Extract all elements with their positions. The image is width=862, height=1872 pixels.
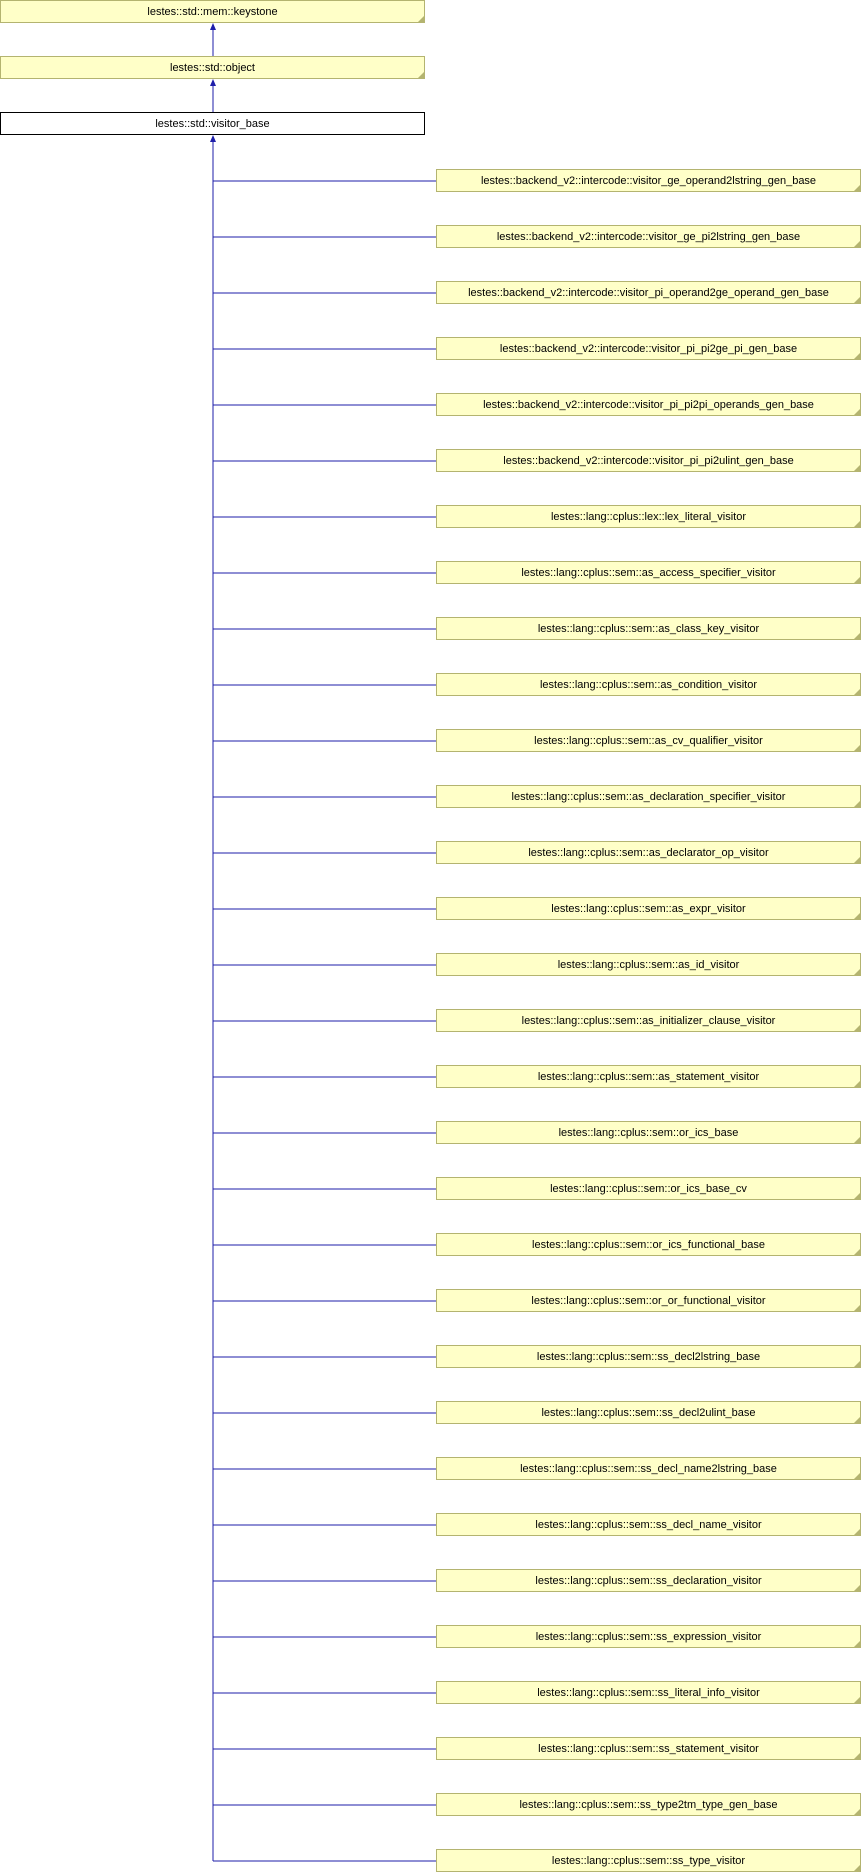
- child-class-node[interactable]: [436, 953, 861, 976]
- node-corner-marker: [854, 689, 860, 695]
- node-label: lestes::std::object: [170, 61, 255, 74]
- child-class-node[interactable]: [436, 393, 861, 416]
- child-class-node[interactable]: [436, 1289, 861, 1312]
- ancestor-node-object[interactable]: [0, 56, 425, 79]
- node-label: lestes::lang::cplus::sem::as_id_visitor: [557, 958, 740, 971]
- node-corner-marker: [854, 1361, 860, 1367]
- node-corner-marker: [418, 16, 424, 22]
- child-class-node[interactable]: [436, 729, 861, 752]
- node-label: lestes::lang::cplus::sem::ss_decl_name_visitor: [535, 1518, 762, 1531]
- node-corner-marker: [854, 745, 860, 751]
- node-label: lestes::lang::cplus::lex::lex_literal_visitor: [550, 510, 747, 523]
- node-label: lestes::lang::cplus::sem::as_statement_visitor: [537, 1070, 760, 1083]
- child-class-node[interactable]: [436, 1009, 861, 1032]
- node-corner-marker: [854, 1809, 860, 1815]
- node-corner-marker: [854, 521, 860, 527]
- child-class-node[interactable]: [436, 225, 861, 248]
- child-class-node[interactable]: [436, 1233, 861, 1256]
- node-label: lestes::lang::cplus::sem::or_or_functional_visitor: [531, 1294, 766, 1307]
- node-label: lestes::lang::cplus::sem::as_cv_qualifier_visitor: [534, 734, 763, 747]
- node-corner-marker: [854, 1753, 860, 1759]
- node-corner-marker: [854, 465, 860, 471]
- child-class-node[interactable]: [436, 561, 861, 584]
- child-class-node[interactable]: [436, 1681, 861, 1704]
- child-class-node[interactable]: [436, 337, 861, 360]
- node-corner-marker: [854, 1417, 860, 1423]
- node-label: lestes::lang::cplus::sem::as_access_specifier_visitor: [521, 566, 776, 579]
- node-label: lestes::backend_v2::intercode::visitor_pi_pi2ge_pi_gen_base: [499, 342, 798, 355]
- node-label: lestes::lang::cplus::sem::ss_decl_name2lstring_base: [520, 1462, 777, 1475]
- node-label: lestes::lang::cplus::sem::ss_decl2lstring_base: [536, 1350, 761, 1363]
- arrowhead-icon: [210, 23, 216, 30]
- child-class-node[interactable]: [436, 785, 861, 808]
- node-corner-marker: [854, 185, 860, 191]
- node-label: lestes::lang::cplus::sem::as_declaration_specifier_visitor: [511, 790, 786, 803]
- child-class-node[interactable]: [436, 1625, 861, 1648]
- node-label: lestes::lang::cplus::sem::or_ics_functional_base: [532, 1238, 765, 1251]
- node-label: lestes::lang::cplus::sem::ss_declaration_visitor: [535, 1574, 762, 1587]
- node-corner-marker: [854, 1081, 860, 1087]
- child-class-node[interactable]: [436, 1401, 861, 1424]
- node-label: lestes::lang::cplus::sem::ss_decl2ulint_base: [541, 1406, 756, 1419]
- child-class-node[interactable]: [436, 841, 861, 864]
- child-class-node[interactable]: [436, 1065, 861, 1088]
- node-label: lestes::lang::cplus::sem::or_ics_base: [558, 1126, 739, 1139]
- node-corner-marker: [854, 353, 860, 359]
- node-corner-marker: [418, 72, 424, 78]
- child-class-node[interactable]: [436, 1457, 861, 1480]
- node-corner-marker: [854, 1585, 860, 1591]
- node-label: lestes::lang::cplus::sem::ss_type_visitor: [551, 1854, 746, 1867]
- node-label: lestes::std::mem::keystone: [147, 5, 278, 18]
- child-class-node[interactable]: [436, 1513, 861, 1536]
- node-label: lestes::lang::cplus::sem::ss_statement_visitor: [538, 1742, 759, 1755]
- node-label: lestes::lang::cplus::sem::as_condition_visitor: [539, 678, 758, 691]
- child-class-node[interactable]: [436, 1793, 861, 1816]
- current-class-node: [0, 112, 425, 135]
- node-label: lestes::backend_v2::intercode::visitor_ge_operand2lstring_gen_base: [480, 174, 817, 187]
- child-class-node[interactable]: [436, 505, 861, 528]
- node-corner-marker: [854, 241, 860, 247]
- node-corner-marker: [854, 1137, 860, 1143]
- node-corner-marker: [854, 297, 860, 303]
- child-class-node[interactable]: [436, 617, 861, 640]
- node-label: lestes::lang::cplus::sem::ss_type2tm_type_gen_base: [519, 1798, 778, 1811]
- node-corner-marker: [854, 857, 860, 863]
- node-label: lestes::lang::cplus::sem::ss_literal_info_visitor: [537, 1686, 760, 1699]
- node-corner-marker: [854, 1697, 860, 1703]
- node-label: lestes::backend_v2::intercode::visitor_pi_operand2ge_operand_gen_base: [468, 286, 829, 299]
- node-corner-marker: [854, 409, 860, 415]
- node-label: lestes::lang::cplus::sem::as_declarator_op_visitor: [528, 846, 769, 859]
- child-class-node[interactable]: [436, 281, 861, 304]
- node-corner-marker: [854, 1529, 860, 1535]
- arrowhead-icon: [210, 135, 216, 142]
- node-label: lestes::lang::cplus::sem::or_ics_base_cv: [550, 1182, 747, 1195]
- node-corner-marker: [854, 1865, 860, 1871]
- arrowhead-icon: [210, 79, 216, 86]
- node-corner-marker: [854, 913, 860, 919]
- ancestor-node-keystone[interactable]: [0, 0, 425, 23]
- node-corner-marker: [854, 801, 860, 807]
- child-class-node[interactable]: [436, 449, 861, 472]
- node-corner-marker: [854, 1025, 860, 1031]
- node-corner-marker: [854, 1641, 860, 1647]
- node-label: lestes::lang::cplus::sem::as_initializer_clause_visitor: [521, 1014, 776, 1027]
- node-label: lestes::std::visitor_base: [155, 117, 270, 130]
- child-class-node[interactable]: [436, 1177, 861, 1200]
- node-corner-marker: [854, 633, 860, 639]
- node-label: lestes::backend_v2::intercode::visitor_pi_pi2ulint_gen_base: [503, 454, 794, 467]
- node-label: lestes::lang::cplus::sem::ss_expression_visitor: [535, 1630, 762, 1643]
- node-corner-marker: [854, 1193, 860, 1199]
- node-corner-marker: [854, 1473, 860, 1479]
- node-label: lestes::lang::cplus::sem::as_expr_visitor: [551, 902, 746, 915]
- node-corner-marker: [854, 1305, 860, 1311]
- child-class-node[interactable]: [436, 1121, 861, 1144]
- node-corner-marker: [854, 1249, 860, 1255]
- node-corner-marker: [854, 969, 860, 975]
- node-label: lestes::backend_v2::intercode::visitor_pi_pi2pi_operands_gen_base: [483, 398, 814, 411]
- node-label: lestes::lang::cplus::sem::as_class_key_visitor: [537, 622, 760, 635]
- child-class-node[interactable]: [436, 1345, 861, 1368]
- child-class-node[interactable]: [436, 169, 861, 192]
- child-class-node[interactable]: [436, 1849, 861, 1872]
- child-class-node[interactable]: [436, 1737, 861, 1760]
- node-corner-marker: [854, 577, 860, 583]
- child-class-node[interactable]: [436, 1569, 861, 1592]
- child-class-node[interactable]: [436, 673, 861, 696]
- child-class-node[interactable]: [436, 897, 861, 920]
- node-label: lestes::backend_v2::intercode::visitor_ge_pi2lstring_gen_base: [496, 230, 801, 243]
